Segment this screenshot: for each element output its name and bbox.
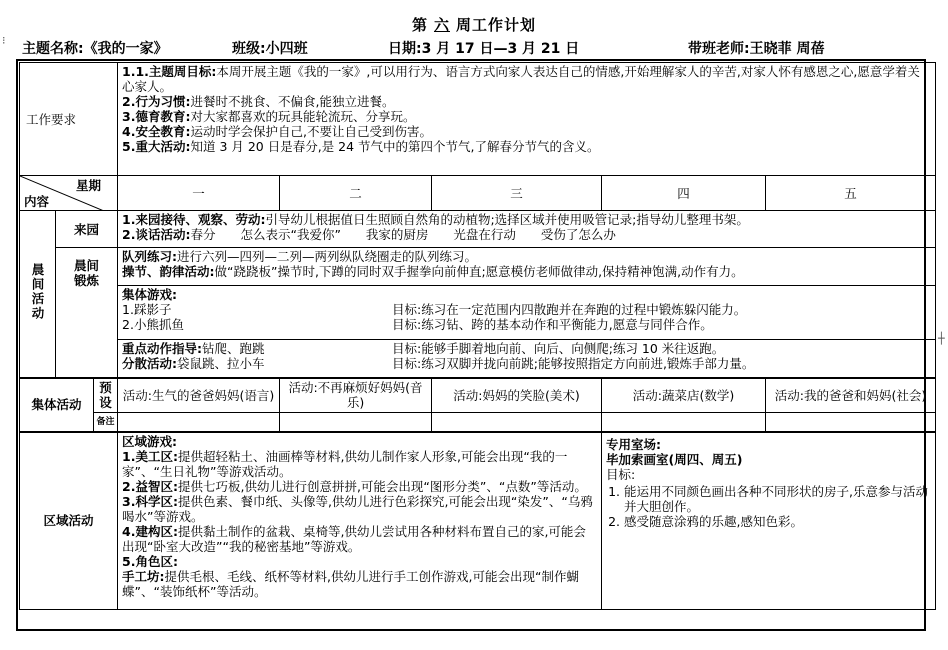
exercise-content: 队列练习:进行六列—四列—二列—两列纵队绕圈走的队列练习。 操节、韵律活动:做“跷跷板”操节时,下蹲的同时双手握拳向前伸直;愿意模仿老师做律动,保持精神饱满,动作有力。 <box>118 248 936 286</box>
special-room-head: 专用室场: <box>606 436 662 452</box>
area-item: 4.建构区:提供黏土制作的盆栽、桌椅等,供幼儿尝试用各种材料布置自己的家,可能会出现“卧室大改造”“我的秘密基地”等游戏。 <box>122 523 586 554</box>
goal-item: 1. 能运用不同颜色画出各种不同形状的房子,乐意参与活动并大胆创作。 <box>624 484 931 514</box>
title-prefix: 第 <box>411 16 428 34</box>
teachers: 带班老师:王晓菲 周蓓 <box>688 41 825 57</box>
weekday-label: 星期 <box>76 178 102 193</box>
exercise-label: 晨间锻炼 <box>56 248 118 378</box>
special-room-name: 毕加索画室(周四、周五) <box>606 451 743 467</box>
note-label: 备注 <box>94 413 118 432</box>
game-item: 1.踩影子 目标:练习在一定范围内四散跑并在奔跑的过程中锻炼躲闪能力。 <box>122 302 747 317</box>
arrival-row <box>20 211 936 248</box>
requirement-item: 1.1.主题周目标:本周开展主题《我的一家》,可以用行为、语言方式向家人表达自己的情感,开始理解家人的辛苦,对家人怀有感恩之心,愿意学着关心家人。 <box>122 64 920 94</box>
goal-item: 2. 感受随意涂鸦的乐趣,感知色彩。 <box>624 514 931 529</box>
key-action-row <box>20 340 936 378</box>
area-item: 手工坊:提供毛根、毛线、纸杯等材料,供幼儿进行手工创作游戏,可能会出现“制作蝴蝶”、“装饰纸杯”等活动。 <box>122 568 579 599</box>
collective-activity-fri: 活动:我的爸爸和妈妈(社会) <box>766 378 936 413</box>
requirement-item: 5.重大活动:知道 3 月 20 日是春分,是 24 节气中的第四个节气,了解春分节气的含义。 <box>122 139 600 154</box>
requirements-label: 工作要求 <box>20 63 118 176</box>
note-thu <box>602 413 766 432</box>
area-item: 2.益智区:提供七巧板,供幼儿进行创意拼拼,可能会出现“图形分类”、“点数”等活动。 <box>122 478 587 494</box>
day-wed: 三 <box>432 176 602 211</box>
date-range: 日期:3 月 17 日—3 月 21 日 <box>388 41 580 57</box>
requirements-content <box>118 63 936 176</box>
game-item: 2.小熊抓鱼 目标:练习钻、跨的基本动作和平衡能力,愿意与同伴合作。 <box>122 317 713 332</box>
plan-table <box>19 62 936 610</box>
theme-name: 主题名称:《我的一家》 <box>22 41 168 57</box>
requirement-item: 4.安全教育:运动时学会保护自己,不要让自己受到伤害。 <box>122 124 432 139</box>
note-wed <box>432 413 602 432</box>
requirement-item: 3.德育教育:对大家都喜欢的玩具能轮流玩、分享玩。 <box>122 109 416 124</box>
weekday-content-diagonal-cell <box>20 176 118 211</box>
content-label: 内容 <box>24 194 50 209</box>
page-left-marker: ⁝ <box>2 34 6 47</box>
collective-activity-wed: 活动:妈妈的笑脸(美术) <box>432 378 602 413</box>
arrival-content: 1.来园接待、观察、劳动:引导幼儿根据值日生照顾自然角的动植物;选择区域并使用吸管记录;指导幼儿整理书架。 2.谈话活动:春分 怎么表示“我爱你” 我家的厨房 光盘在行动 受伤了怎么办 <box>118 211 936 248</box>
area-activity-row <box>20 432 936 610</box>
week-number: 六 <box>433 16 450 34</box>
title-suffix: 周工作计划 <box>456 16 537 34</box>
special-room-goals <box>606 484 931 529</box>
day-tue: 二 <box>280 176 432 211</box>
requirements-row <box>20 63 936 176</box>
collective-activity-tue: 活动:不再麻烦好妈妈(音乐) <box>280 378 432 413</box>
note-tue <box>280 413 432 432</box>
special-room-content <box>602 432 936 610</box>
group-games-content: 集体游戏: 1.踩影子 目标:练习在一定范围内四散跑并在奔跑的过程中锻炼躲闪能力。 2.小熊抓鱼 目标:练习钻、跨的基本动作和平衡能力,愿意与同伴合作。 <box>118 286 936 340</box>
collective-note-row <box>20 413 936 432</box>
group-games-row <box>20 286 936 340</box>
collective-preset-row <box>20 378 936 413</box>
weekday-header-row <box>20 176 936 211</box>
day-fri: 五 <box>766 176 936 211</box>
exercise-row <box>20 248 936 286</box>
area-games-content: 区域游戏: 1.美工区:提供超轻粘土、油画棒等材料,供幼儿制作家人形象,可能会出现“我的一家”、“生日礼物”等游戏活动。 2.益智区:提供七巧板,供幼儿进行创意拼拼,可能会出现“图形分类”、“点数”等活动。 3.科学区:提供色素、餐巾纸、头像等,供幼儿进行色彩探究,可能会出现“染发”、“乌鸦喝水”等游戏。 4.建构区:提供黏土制作的盆栽、桌椅等,供幼儿尝试用各种材料布置自己的家,可能会出现“卧室大改造”“我的秘密基地”等游戏。 5.角色区: 手工坊:提供毛根、毛线、纸杯等材料,供幼儿进行手工创作游戏,可能会出现“制作蝴蝶”、“装饰纸杯”等活动。 <box>118 432 602 610</box>
page-right-marker[interactable]: ┼ <box>938 332 945 345</box>
key-action-content: 重点动作指导:钻爬、跑跳 目标:能够手脚着地向前、向后、向侧爬;练习 10 米往返跑。 分散活动:袋鼠跳、拉小车 目标:练习双脚并拢向前跳;能够按照指定方向前进,锻炼手部力量。 <box>118 340 936 378</box>
special-room-goal-label: 目标: <box>606 466 636 482</box>
preset-label: 预设 <box>94 378 118 413</box>
day-thu: 四 <box>602 176 766 211</box>
day-mon: 一 <box>118 176 280 211</box>
area-item: 5.角色区: <box>122 553 178 569</box>
class-name: 班级:小四班 <box>232 41 308 57</box>
area-item: 1.美工区:提供超轻粘土、油画棒等材料,供幼儿制作家人形象,可能会出现“我的一家”、“生日礼物”等游戏活动。 <box>122 448 568 479</box>
collective-activity-label: 集体活动 <box>20 378 94 432</box>
area-item: 3.科学区:提供色素、餐巾纸、头像等,供幼儿进行色彩探究,可能会出现“染发”、“乌鸦喝水”等游戏。 <box>122 493 593 524</box>
requirement-item: 2.行为习惯:进餐时不挑食、不偏食,能独立进餐。 <box>122 94 395 109</box>
arrival-label: 来园 <box>56 211 118 248</box>
talk-topics: 春分 怎么表示“我爱你” 我家的厨房 光盘在行动 受伤了怎么办 <box>190 227 616 242</box>
area-activity-label: 区域活动 <box>20 432 118 610</box>
collective-activity-mon: 活动:生气的爸爸妈妈(语言) <box>118 378 280 413</box>
note-mon <box>118 413 280 432</box>
page-title <box>0 14 948 35</box>
morning-activity-label: 晨间活动 <box>20 211 56 378</box>
note-fri <box>766 413 936 432</box>
collective-activity-thu: 活动:蔬菜店(数学) <box>602 378 766 413</box>
